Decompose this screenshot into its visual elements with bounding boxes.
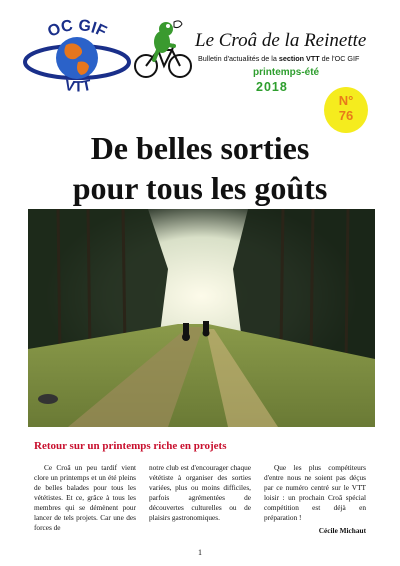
oc-gif-vtt-logo bbox=[18, 10, 136, 100]
issue-number: 76 bbox=[338, 108, 354, 123]
article-column-2: notre club est d'encourager chaque vététiste à organiser des sorties variées, plus ou moins difficiles, parfois agrémentées de découvertes culturelles ou de plaisirs gastronomiques. bbox=[149, 463, 251, 522]
forest-trail-cyclists-photo bbox=[28, 209, 375, 427]
article-column-3: Que les plus compétiteurs d'entre nous ne soient pas déçus par ce numéro centré sur le VTT loisir : un prochain Croâ spécial compétition est déjà en préparation ! Cécile Michaut bbox=[264, 463, 366, 535]
page-number: 1 bbox=[198, 548, 202, 557]
newsletter-title: Le Croâ de la Reinette bbox=[195, 30, 367, 51]
issue-year: 2018 bbox=[256, 80, 288, 94]
newsletter-subtitle: Bulletin d'actualités de la section VTT de l'OC GIF bbox=[198, 54, 360, 63]
main-headline: De belles sorties pour tous les goûts bbox=[72, 130, 328, 206]
logo-top-text: OC GIF bbox=[45, 17, 109, 41]
logo-bottom-text: VTT bbox=[63, 76, 93, 96]
issue-season: printemps-été bbox=[253, 67, 320, 78]
issue-number-badge bbox=[324, 87, 368, 133]
frog-cyclist-icon bbox=[132, 20, 194, 82]
article-columns bbox=[34, 463, 368, 536]
article-signature: Cécile Michaut bbox=[318, 526, 366, 535]
article-heading: Retour sur un printemps riche en projets bbox=[34, 440, 227, 452]
article-column-1: Ce Croâ un peu tardif vient clore un printemps et un été pleins de belles balades pour tous les vététistes. Et ce, grâce à tous les membres qui se démènent pour lancer de tels projets. Car une des forces de bbox=[34, 463, 136, 532]
issue-label: N° bbox=[338, 93, 354, 108]
globe-icon bbox=[56, 37, 98, 79]
